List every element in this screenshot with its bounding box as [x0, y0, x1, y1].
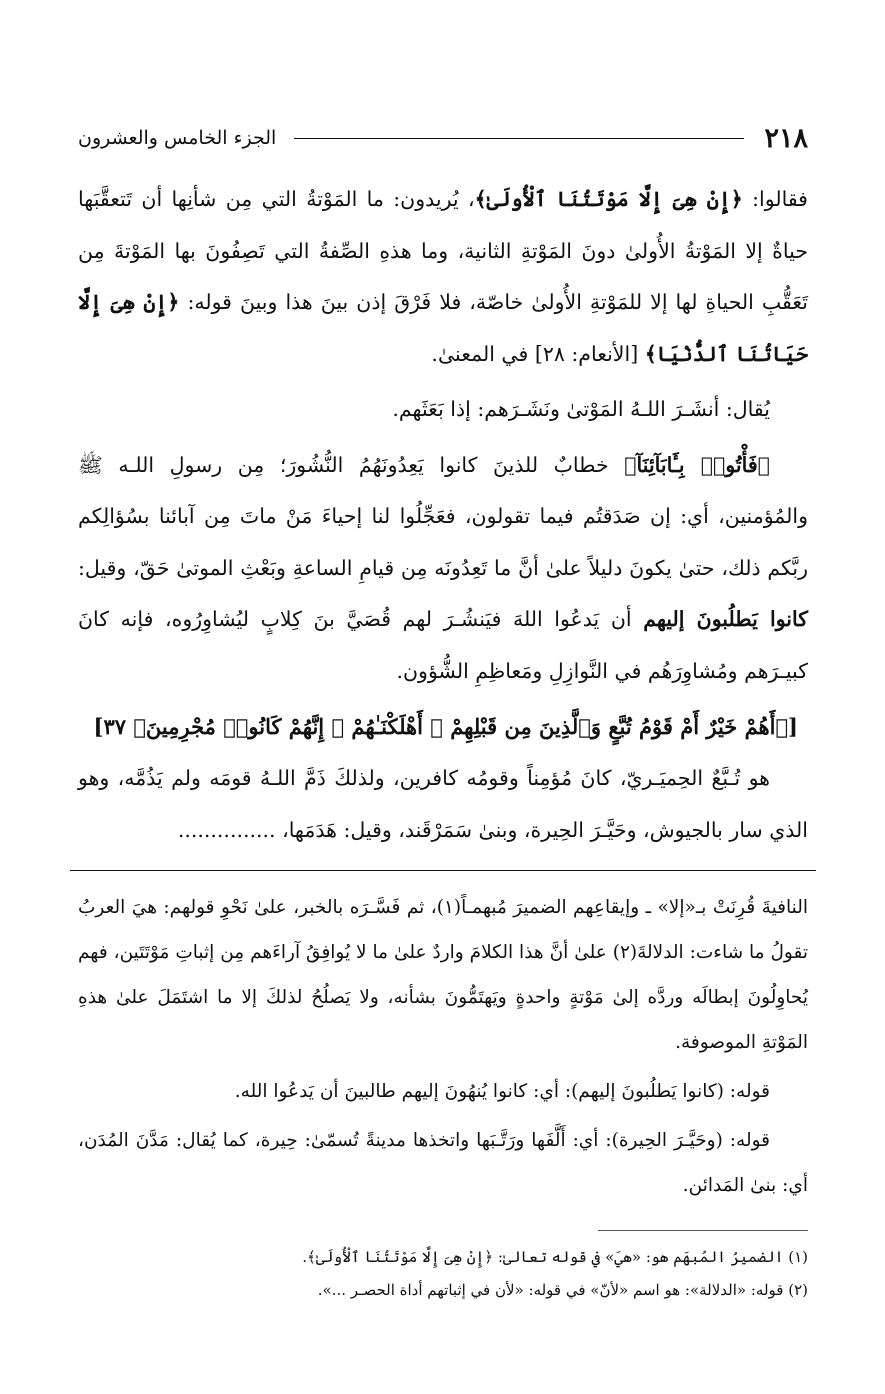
quran-quote: ﴿إِنْ هِىَ إِلَّا مَوْتَتُنَا ٱلْأُولَىٰ﴾ [474, 187, 743, 211]
commentary-paragraph-3: قوله: (وحَيَّـرَ الحِيرة): أي: أَلَّفَها ورَتَّـبَها واتخذها مدينةً تُسمّىٰ: حِيرة، كما يُقال: مَدَّنَ المُدَن، أي: بنىٰ المَدائن. [78, 1130, 808, 1196]
page [78, 118, 808, 1307]
text-run: فقالوا: [742, 187, 808, 211]
text-run: خطابٌ للذينَ كانوا يَعِدُونَهُمُ النُّشُورَ؛ مِن رسولِ اللـه ﷺ والمُؤمنين، أي: إن صَدَقتُم فيما تقولون، فعَجِّلُوا لنا إحياءَ مَنْ ماتَ مِن آبائنا بسُؤالِكم ربَّكم ذلك، حتىٰ يكونَ دليلاً علىٰ أنَّ ما تَعِدُونَه مِن قيامِ الساعةِ وبَعْثِ الموتىٰ حَقّ، وقيل: [78, 452, 808, 580]
commentary-paragraph-2: قوله: (كانوا يَطلُبونَ إليهم): أي: كانوا يُنهُونَ إليهم طالبينَ أن يَدعُوا الله. [234, 1081, 770, 1102]
footnote-2: (٢) قوله: «الدلالة»: هو اسم «لأنّ» في قوله: «لأن في إثباتهم أداة الحصـر ...». [317, 1281, 808, 1299]
quran-quote: ﴿إِنْ هِىَ إِلَّا حَيَاتُنَا ٱلدُّنْيَا﴾ [78, 290, 808, 366]
header-rule [294, 138, 744, 139]
main-text [78, 174, 808, 856]
page-number: ٢١٨ [764, 122, 808, 154]
running-head: الجزء الخامس والعشرون [78, 127, 277, 149]
verse-text: [﴿أَهُمْ خَيْرٌ أَمْ قَوْمُ تُبَّعٍ وَٱلَّذِينَ مِن قَبْلِهِمْ ۚ أَهْلَكْنَـٰهُمْ ۖ إِنَّهُمْ كَانُوا۟ مُجْرِمِينَ﴾ [133, 714, 798, 739]
verse-number: ٣٧] [93, 714, 134, 739]
text-run: ، يُريدون: ما المَوْتةُ التي مِن شأنِها أن تَتعقَّبَها حياةٌ إلا المَوْتةُ الأُولىٰ دونَ المَوْتةِ الثانية، وما هذهِ الصِّفةُ التي تَصِفُونَ بها المَوْتةَ مِن تَعَقُّبِ الحياةِ لها إلا للمَوْتةِ الأُولىٰ خاصّة، فلا فَرْقَ إذن بينَ هذا وبينَ قوله: [78, 187, 809, 314]
commentary [78, 885, 808, 1208]
paragraph-3 [78, 440, 808, 698]
text-run: [الأنعام: ٢٨] في المعنىٰ. [431, 341, 645, 366]
footnotes [78, 1241, 808, 1307]
page-header [78, 118, 808, 158]
paragraph-1 [78, 174, 808, 380]
footnote-1: (١) الضميرُ المُبهَم هو: «هيَ» في قوله تعالىٰ: ﴿إِنْ هِىَ إِلَّا مَوْتَتُنَا ٱلْأُولَىٰ﴾. [302, 1248, 808, 1266]
section-divider [70, 870, 816, 871]
paragraph-4: هو تُـبَّعٌ الحِميَـريّ، كانَ مُؤمِناً وقومُه كافرين، ولذلكَ ذَمَّ اللـهُ قومَه ولم يَذُمَّه، وهو الذي سار بالجيوش، وحَيَّـرَ الحِيرة، وبنىٰ سَمَرْقَند، وقيل: هَدَمَها، ............... [78, 766, 808, 842]
commentary-paragraph-1: النافيةَ قُرِنَتْ بـ«إلا» ـ وإيقاعِهم الضميرَ مُبهمـاً(١)، ثم فَسَّـرَه بالخبر، علىٰ نَحْوِ قولهم: هيَ العربُ تقولُ ما شاءت: الدلالةَ(٢) علىٰ أنَّ هذا الكلامَ واردٌ علىٰ ما لا يُوافِقُ آراءَهم مِن إثباتِ مَوْتَتَين، فهم يُحاوِلُونَ إبطالَه وردَّه إلىٰ مَوْتةٍ واحدةٍ ويَهتَمُّونَ بشأنه، ولا يَصلُحُ لذلكَ إلا ما اشتَمَلَ علىٰ هذهِ المَوْتةِ الموصوفة. [78, 897, 808, 1053]
quran-quote: ﴿فَأْتُوا۟ بِـَٔابَآئِنَآ﴾ [624, 452, 770, 477]
verse-heading [78, 701, 808, 753]
text-run: أن يَدعُوا اللهَ فيَنشُـرَ لهم قُصَيَّ بنَ كِلابٍ ليُشاوِرُوه، فإنه كانَ كبيـرَهم ومُشاوِرَهُم في النَّوازِلِ ومَعاظِمِ الشُّؤون. [78, 607, 808, 683]
bold-phrase: كانوا يَطلُبونَ إليهم [643, 607, 808, 631]
footnote-rule [598, 1230, 808, 1231]
paragraph-2: يُقال: أنشَـرَ اللـهُ المَوْتىٰ ونَشَـرَهم: إذا بَعَثَهم. [392, 397, 770, 421]
